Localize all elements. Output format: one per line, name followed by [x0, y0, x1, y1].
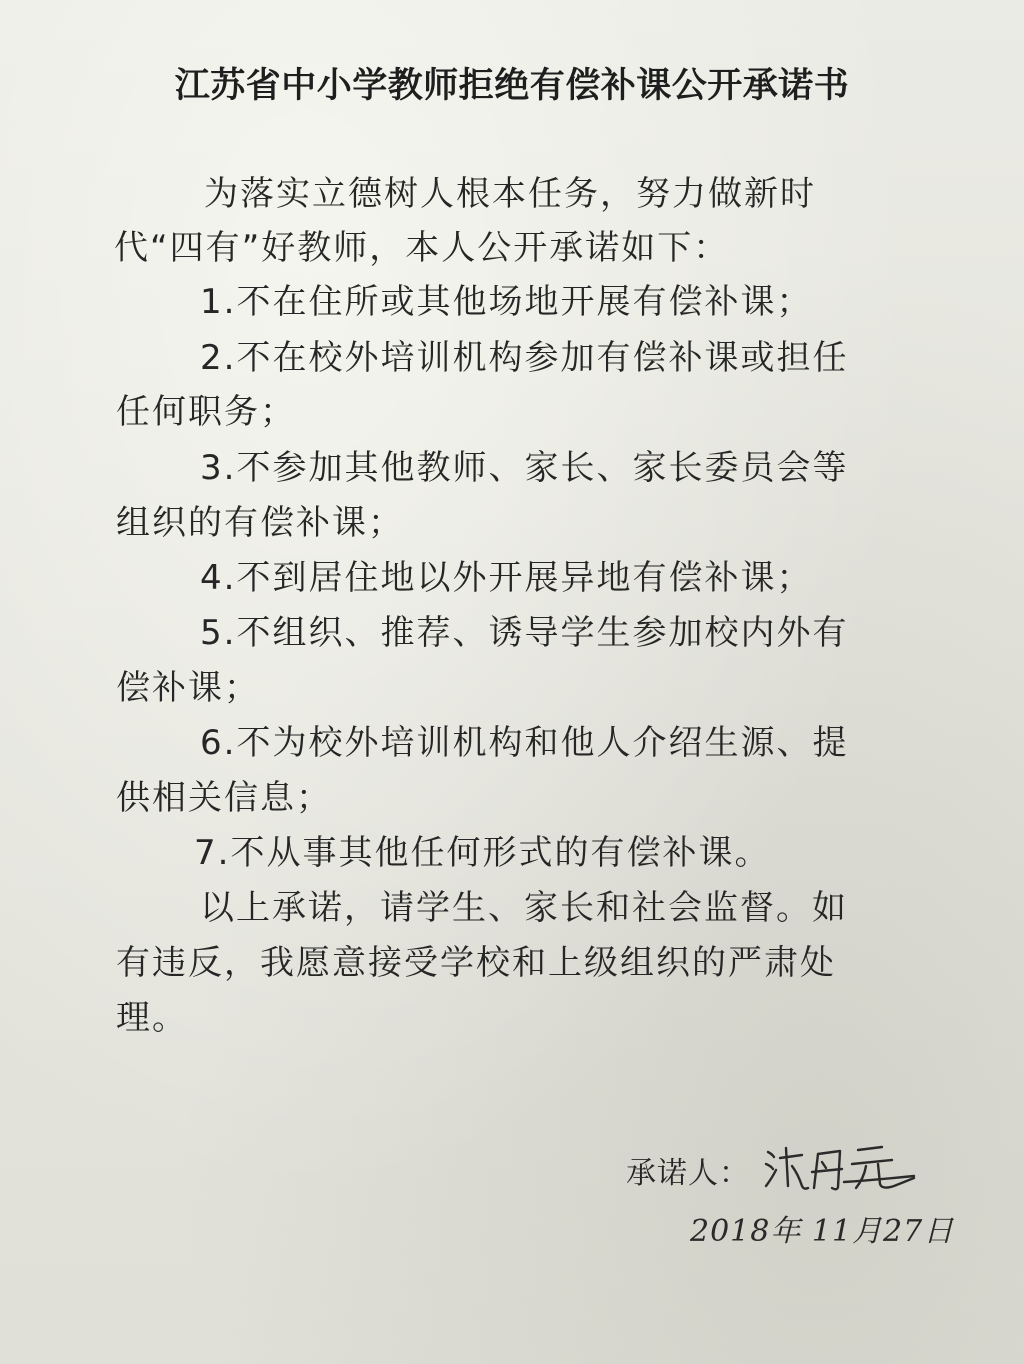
text-line: 1.不在住所或其他场地开展有偿补课；: [200, 282, 813, 322]
document-title: 江苏省中小学教师拒绝有偿补课公开承诺书: [174, 66, 850, 106]
text-line: 供相关信息；: [116, 778, 332, 818]
text-line: 代“四有”好教师，本人公开承诺如下：: [114, 228, 730, 268]
text-line: 2.不在校外培训机构参加有偿补课或担任: [200, 338, 849, 378]
text-line: 5.不组织、推荐、诱导学生参加校内外有: [200, 613, 849, 653]
text-line: 组织的有偿补课；: [116, 503, 404, 543]
text-line: 4.不到居住地以外开展异地有偿补课；: [200, 558, 813, 598]
text-line: 有违反，我愿意接受学校和上级组织的严肃处: [116, 943, 836, 983]
text-line: 6.不为校外培训机构和他人介绍生源、提: [200, 723, 849, 763]
handwritten-signature: [762, 1138, 922, 1198]
text-line: 为落实立德树人根本任务，努力做新时: [204, 174, 816, 214]
signature-scribble: [762, 1138, 922, 1198]
text-line: 理。: [116, 998, 188, 1038]
text-line: 3.不参加其他教师、家长、家长委员会等: [200, 448, 849, 488]
text-line: 以上承诺，请学生、家长和社会监督。如: [200, 888, 848, 928]
signature-date: 2018年 11月27日: [690, 1214, 955, 1249]
signature-name: [762, 1138, 763, 1139]
text-line: 任何职务；: [116, 392, 296, 432]
signatory-label: 承诺人：: [626, 1156, 750, 1191]
text-line: 偿补课；: [116, 668, 260, 708]
text-line: 7.不从事其他任何形式的有偿补课。: [194, 833, 771, 873]
